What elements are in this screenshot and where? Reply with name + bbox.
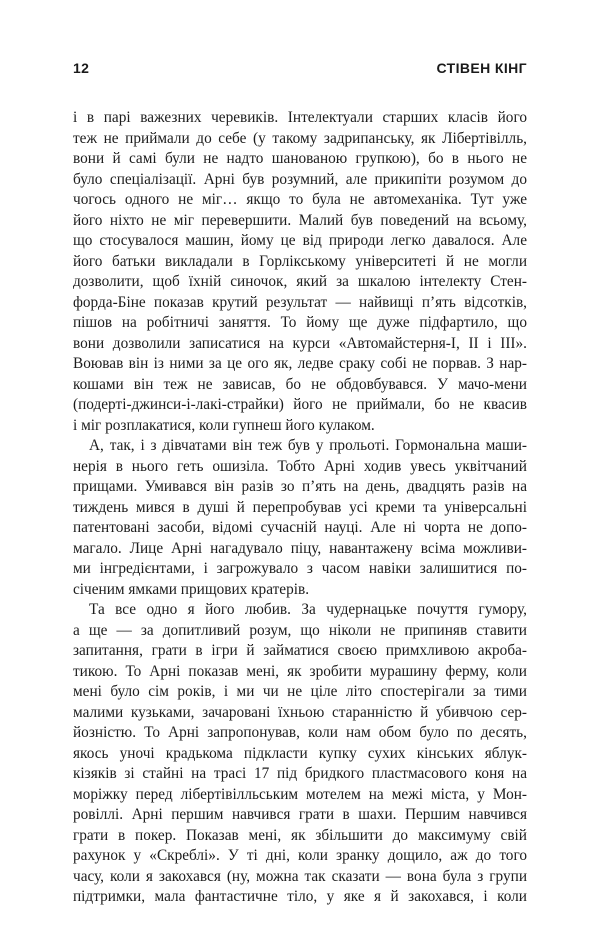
text-line: малими кузьками, зачаровані їхньою старанністю й убивчою сер- [73, 703, 527, 721]
running-head-author: СТІВЕН КІНГ [436, 60, 527, 76]
text-line: його батьки викладали в Горлікському університеті й не могли [73, 252, 527, 270]
text-line: вони дозволили записатися на курси «Автомайстерня-І, ІІ і ІІІ». [73, 334, 527, 352]
text-line: ми інгредієнтами, і загрожувало з часом навіки залишитися по- [73, 560, 527, 577]
text-line: патентовані засоби, відомі сучасній науці. Але ні чорта не допо- [73, 519, 527, 536]
paragraph [73, 108, 527, 436]
text-line: Воював він із ними за це ого як, ледве сраку собі не порвав. З нар- [73, 355, 527, 372]
text-line: йозністю. То Арні запропонував, коли нам обом було по десять, [73, 724, 527, 741]
text-line: дозволити, щоб їхній синочок, який за шкалою інтелекту Стен- [73, 273, 527, 290]
text-line: магало. Лице Арні нагадувало піцу, навантажену всіма можливи- [73, 539, 527, 557]
page-number: 12 [73, 60, 90, 76]
text-line: чогось одного не міг… якщо то була не автомеханіка. Тут уже [73, 191, 527, 208]
text-line: і в парі важезних черевиків. Інтелектуали старших класів його [73, 109, 527, 126]
text-line: а ще — за допитливий розум, що ніколи не припиняв ставити [73, 621, 527, 639]
paragraph [73, 436, 527, 600]
text-line: його ніхто не міг перевершити. Малий був поведений на всьому, [73, 211, 527, 229]
text-line: тиждень мився в душі й перепробував усі креми та універсальні [73, 498, 527, 516]
text-line: прищами. Умивався він разів зо п’ять на день, двадцять разів на [73, 478, 527, 495]
text-line: якось уночі крадькома підкласти купку сухих кінських яблук- [73, 744, 527, 762]
text-line: січеним ямками прищових кратерів. [73, 580, 310, 598]
text-line: було спеціалізації. Арні був розумний, але прикипіти розумом до [73, 170, 527, 188]
text-line: (подерті-джинси-і-лакі-страйки) його не приймали, бо не квасив [73, 396, 527, 413]
text-line: підтримки, мала фантастичне тіло, у яке я й закохався, і коли [73, 888, 527, 905]
text-line: Та все одно я його любив. За чудернацьке почуття гумору, [89, 601, 527, 618]
text-line: моріжку перед лібертівілльським мотелем на межі міста, у Мон- [73, 785, 527, 803]
text-line: нерія в нього геть ошизіла. Тобто Арні ходив увесь уквітчаний [73, 457, 527, 475]
text-line: форда-Біне показав крутий результат — найвищі п’ять відсотків, [73, 293, 527, 311]
text-line: А, так, і з дівчатами він теж був у прольоті. Гормональна маши- [89, 437, 527, 454]
page-header [73, 60, 527, 82]
text-line: тикою. То Арні показав мені, як зробити мурашину ферму, коли [73, 662, 527, 680]
text-line: грати в покер. Показав мені, як збільшити до максимуму свій [73, 826, 527, 844]
text-line: часу, коли я закохався (ну, можна так сказати — вона була з групи [73, 867, 527, 885]
text-line: пішов на робітничі заняття. То йому ще дуже підфартило, що [73, 314, 527, 331]
text-line: що стосувалося машин, йому це від природи легко давалося. Але [73, 232, 527, 249]
paragraph [73, 600, 527, 908]
text-line: кошами він теж не зависав, бо не обдовбувався. У мачо-мени [73, 375, 527, 393]
text-line: теж не приймали до себе (у такому задрипанську, як Лібертівілль, [73, 129, 527, 147]
text-line: і міг розплакатися, коли гупнеш його кулаком. [73, 416, 375, 434]
text-line: ровіллі. Арні першим навчився грати в шахи. Першим навчився [73, 806, 527, 823]
text-line: мені було сім років, і ми чи не ціле літо спостерігали за тими [73, 683, 527, 700]
body-text [73, 108, 527, 908]
text-line: вони й самі були не надто шанованою групкою), бо в нього не [73, 150, 527, 167]
text-line: запитання, грати в ігри й займатися своєю примхливою акроба- [73, 642, 527, 659]
text-line: рахунок у «Скреблі». У ті дні, коли зранку дощило, аж до того [73, 847, 527, 864]
text-line: кізяків зі стайні на трасі 17 під бридкого пластмасового коня на [73, 765, 527, 782]
